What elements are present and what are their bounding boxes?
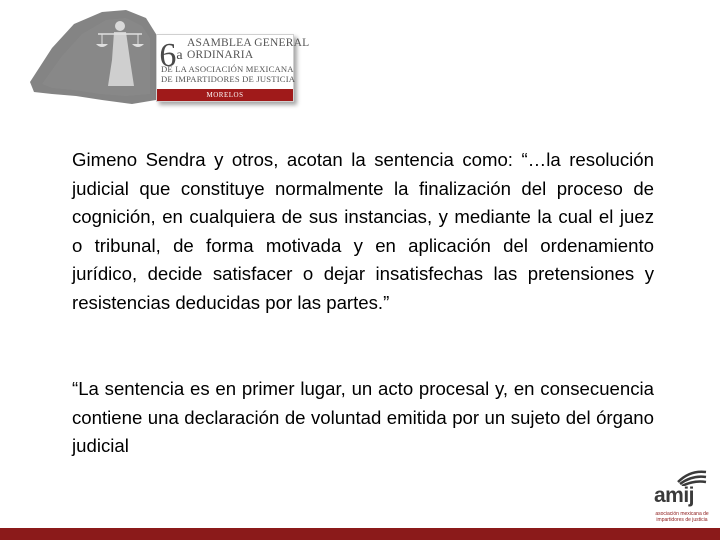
logo-line-2: ORDINARIA (187, 49, 254, 61)
logo-line-4: DE IMPARTIDORES DE JUSTICIA (161, 74, 296, 84)
amij-arc-icon (640, 466, 716, 486)
amij-subtitle-1: asociación mexicana de (655, 511, 709, 517)
logo-text-box (156, 34, 310, 102)
paragraph-definition: Gimeno Sendra y otros, acotan la sentencia como: “…la resolución judicial que constituye normalmente la finalización del proceso de cognición, en cualquiera de sus instancias, y mediante la cual el juez o tribunal, de forma motivada y en aplicación del ordenamiento jurídico, decide satisfacer o dejar insatisfechas las pretensiones y resistencias deducidas por las partes.” (72, 149, 654, 313)
amij-wordmark: amij (654, 484, 695, 507)
amij-subtitle-2: impartidores de justicia (656, 517, 708, 523)
logo-line-3: DE LA ASOCIACIÓN MEXICANA (161, 64, 294, 74)
assembly-logo (22, 4, 310, 108)
footer-bar (0, 528, 720, 540)
amij-logo (640, 466, 716, 528)
paragraph-procedural-act: “La sentencia es en primer lugar, un acto procesal y, en consecuencia contiene una declaración de voluntad emitida por un sujeto del órgano judicial (72, 378, 654, 456)
logo-band-morelos: MORELOS (157, 89, 293, 101)
logo-line-1: ASAMBLEA GENERAL (187, 37, 310, 49)
edition-number: 6$^a$ (159, 37, 183, 74)
